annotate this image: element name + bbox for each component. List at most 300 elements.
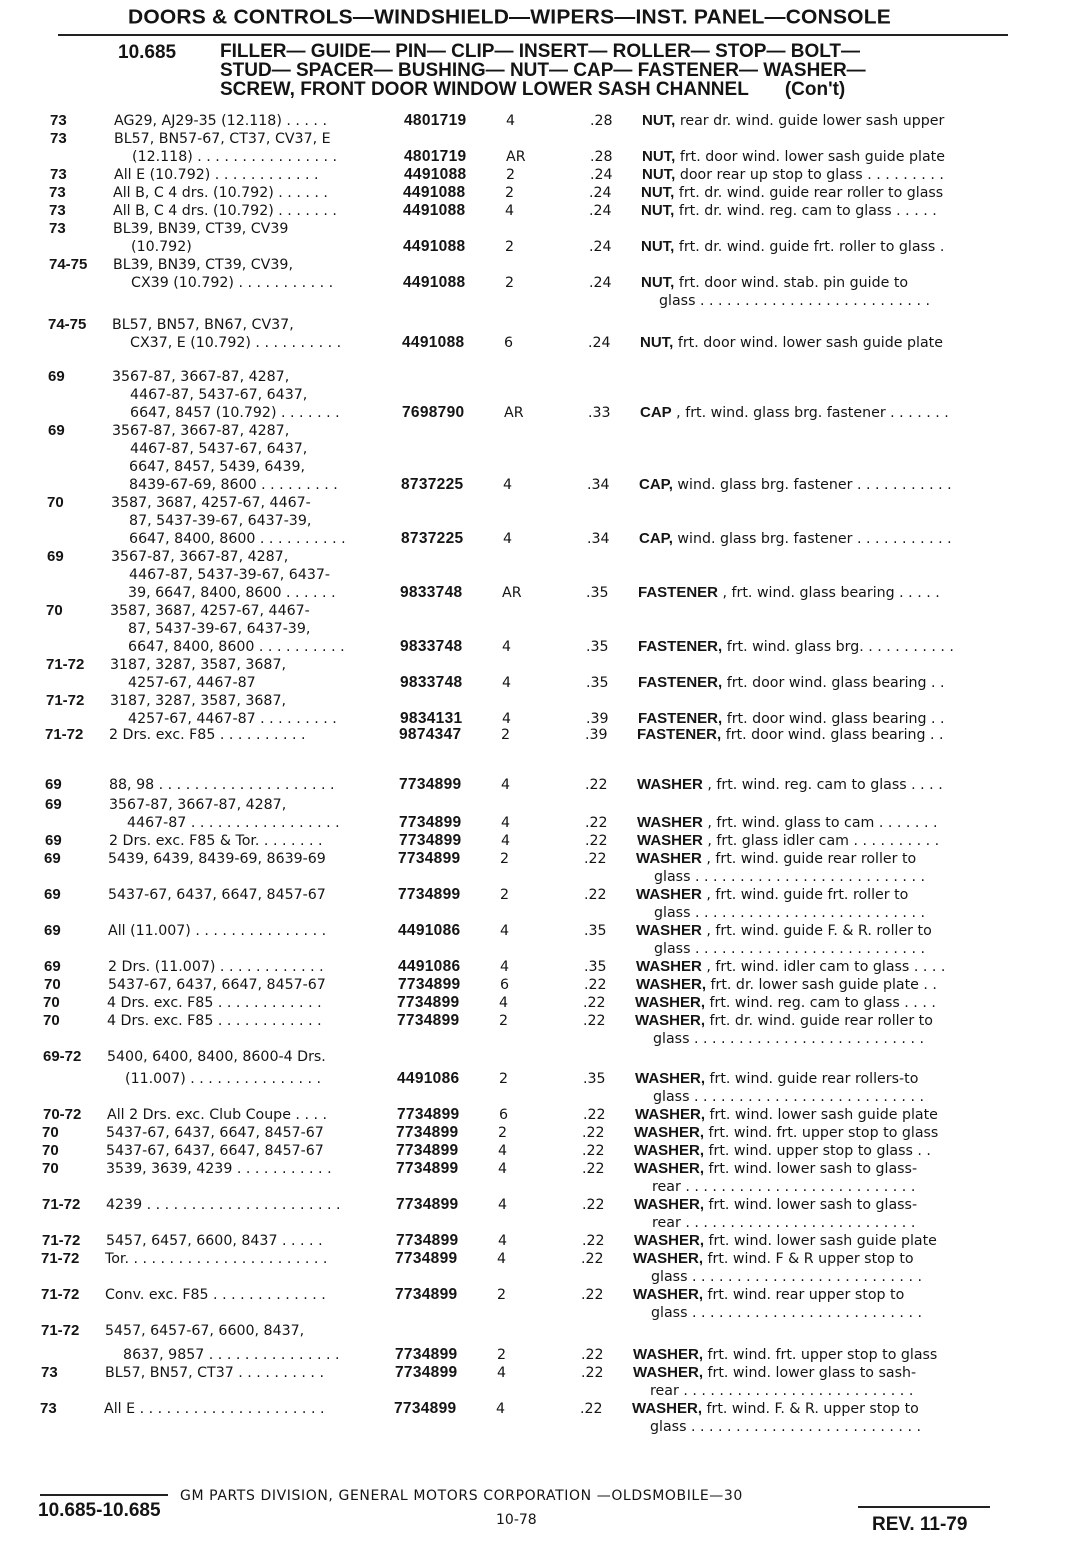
- part-description: [636, 904, 925, 923]
- model-year: 70: [43, 1012, 60, 1029]
- part-name: FASTENER,: [638, 638, 723, 655]
- part-name: WASHER: [636, 958, 702, 975]
- part-name: WASHER,: [635, 1070, 706, 1087]
- price: .24: [589, 203, 612, 219]
- application: 4467-87, 5437-39-67, 6437-: [111, 567, 331, 583]
- part-description: [633, 1346, 937, 1365]
- part-description-text: , frt. wind. glass bearing . . . . .: [718, 585, 940, 601]
- model-year: 69: [45, 776, 62, 793]
- application: 6647, 8400, 8600 . . . . . . . . . .: [110, 639, 345, 655]
- part-description-text: rear . . . . . . . . . . . . . . . . . . . . . . . . . .: [634, 1179, 916, 1195]
- application: 5400, 6400, 8400, 8600-4 Drs.: [107, 1049, 326, 1065]
- part-description-text: frt. dr. wind. guide rear roller to glass: [674, 185, 944, 201]
- part-description-text: rear . . . . . . . . . . . . . . . . . . . . . . . . . .: [632, 1383, 914, 1399]
- model-year: 69: [44, 958, 61, 975]
- price: .22: [585, 815, 608, 831]
- part-description: [636, 868, 925, 887]
- price: .24: [590, 167, 613, 183]
- part-description: [637, 776, 943, 795]
- model-year: 71-72: [45, 726, 84, 743]
- model-year: 73: [49, 184, 66, 201]
- part-description-text: rear . . . . . . . . . . . . . . . . . . . . . . . . . .: [634, 1215, 916, 1231]
- part-name: NUT,: [642, 112, 676, 129]
- part-description: [634, 1178, 915, 1197]
- application: (11.007) . . . . . . . . . . . . . . .: [107, 1071, 322, 1087]
- part-number: 7734899: [399, 832, 462, 849]
- part-name: NUT,: [641, 202, 675, 219]
- quantity: AR: [502, 585, 522, 601]
- model-year: 71-72: [41, 1322, 80, 1339]
- application: 6647, 8400, 8600 . . . . . . . . . .: [111, 531, 346, 547]
- quantity: 4: [502, 675, 512, 691]
- part-name: WASHER,: [634, 1160, 705, 1177]
- application: 5437-67, 6437, 6647, 8457-67: [106, 1143, 324, 1159]
- part-number: 7698790: [402, 404, 465, 421]
- application: 5457, 6457, 6600, 8437 . . . . .: [106, 1233, 323, 1249]
- part-description-text: frt. wind. lower sash guide plate: [704, 1233, 937, 1249]
- part-description-text: frt. wind. lower sash to glass-: [704, 1161, 918, 1177]
- part-number: 9833748: [400, 638, 463, 655]
- footer-rule-right: [858, 1506, 990, 1508]
- section-heading-line-2: STUD— SPACER— BUSHING— NUT— CAP— FASTENER— WASHER—: [220, 60, 866, 81]
- continued-label: (Con't): [784, 79, 846, 100]
- price: .22: [583, 1107, 606, 1123]
- application: Tor. . . . . . . . . . . . . . . . . . . . . . .: [105, 1251, 328, 1267]
- application: (10.792): [113, 239, 192, 255]
- application: All E . . . . . . . . . . . . . . . . . . . . .: [104, 1401, 325, 1417]
- price: .22: [582, 1233, 605, 1249]
- part-description: [633, 1250, 914, 1269]
- model-year: 71-72: [41, 1250, 80, 1267]
- application: 2 Drs. exc. F85 & Tor. . . . . . . .: [109, 833, 323, 849]
- part-name: WASHER,: [633, 1286, 704, 1303]
- application: 87, 5437-39-67, 6437-39,: [111, 513, 312, 529]
- part-description: [635, 1012, 933, 1031]
- part-description-text: frt. door wind. lower sash guide plate: [673, 335, 943, 351]
- part-description-text: frt. wind. lower sash to glass-: [704, 1197, 918, 1213]
- price: .22: [584, 851, 607, 867]
- part-description: [638, 584, 940, 603]
- application: All B, C 4 drs. (10.792) . . . . . .: [113, 185, 328, 201]
- part-description: [639, 530, 952, 549]
- model-year: 74-75: [49, 256, 88, 273]
- part-name: FASTENER,: [638, 710, 723, 727]
- quantity: 4: [502, 639, 512, 655]
- quantity: 4: [501, 777, 511, 793]
- model-year: 71-72: [46, 692, 85, 709]
- section-heading-line-3-text: SCREW, FRONT DOOR WINDOW LOWER SASH CHANNEL: [220, 79, 749, 100]
- quantity: 2: [505, 275, 515, 291]
- part-description: [634, 1142, 931, 1161]
- part-description-text: frt. wind. reg. cam to glass . . . .: [705, 995, 936, 1011]
- application: 87, 5437-39-67, 6437-39,: [110, 621, 311, 637]
- part-description: [636, 976, 937, 995]
- part-number: 4491086: [398, 922, 461, 939]
- application: 3587, 3687, 4257-67, 4467-: [111, 495, 311, 511]
- application: 39, 6647, 8400, 8600 . . . . . .: [110, 585, 336, 601]
- quantity: 4: [498, 1143, 508, 1159]
- model-year: 71-72: [42, 1196, 81, 1213]
- part-number: 9834131: [400, 710, 463, 727]
- part-name: WASHER,: [635, 1012, 706, 1029]
- application: 5437-67, 6437, 6647, 8457-67: [108, 887, 326, 903]
- part-description: [634, 1232, 937, 1251]
- model-year: 70: [44, 976, 61, 993]
- model-year: 70: [47, 494, 64, 511]
- part-name: WASHER: [637, 832, 703, 849]
- part-name: WASHER,: [634, 1232, 705, 1249]
- part-number: 4491086: [397, 1070, 460, 1087]
- model-year: 73: [40, 1400, 57, 1417]
- application: BL57, BN57, CT37 . . . . . . . . . .: [105, 1365, 324, 1381]
- part-description-text: , frt. wind. guide rear roller to: [701, 851, 917, 867]
- price: .22: [582, 1125, 605, 1141]
- price: .24: [588, 335, 611, 351]
- part-number: 4491088: [404, 166, 467, 183]
- part-description: [636, 850, 916, 869]
- model-year: 70-72: [43, 1106, 82, 1123]
- quantity: 2: [501, 727, 511, 743]
- part-number: 7734899: [396, 1160, 459, 1177]
- model-year: 71-72: [41, 1286, 80, 1303]
- part-name: FASTENER,: [638, 674, 723, 691]
- part-description-text: glass . . . . . . . . . . . . . . . . . . . . . . . . . .: [635, 1031, 924, 1047]
- part-name: WASHER,: [633, 1364, 704, 1381]
- part-name: FASTENER: [638, 584, 719, 601]
- part-number: 7734899: [396, 1196, 459, 1213]
- part-number: 7734899: [397, 994, 460, 1011]
- quantity: 6: [500, 977, 510, 993]
- part-number: 4491088: [403, 184, 466, 201]
- quantity: 2: [500, 851, 510, 867]
- price: .22: [582, 1143, 605, 1159]
- price: .22: [585, 777, 608, 793]
- part-description-text: , frt. wind. idler cam to glass . . . .: [701, 959, 946, 975]
- part-description: [641, 292, 930, 311]
- part-description-text: frt. door wind. glass bearing . .: [722, 675, 945, 691]
- model-year: 70: [42, 1124, 59, 1141]
- application: CX39 (10.792) . . . . . . . . . . .: [113, 275, 334, 291]
- model-year: 69: [47, 548, 64, 565]
- model-year: 73: [50, 130, 67, 147]
- model-year: 69: [44, 922, 61, 939]
- part-description-text: frt. wind. lower sash guide plate: [705, 1107, 938, 1123]
- price: .24: [589, 239, 612, 255]
- part-description-text: frt. wind. frt. upper stop to glass: [704, 1125, 939, 1141]
- model-year: 73: [49, 220, 66, 237]
- part-number: 7734899: [399, 814, 462, 831]
- part-description: [632, 1400, 919, 1419]
- part-description-text: , frt. wind. guide frt. roller to: [701, 887, 909, 903]
- application: (12.118) . . . . . . . . . . . . . . . .: [114, 149, 338, 165]
- quantity: 2: [498, 1125, 508, 1141]
- application: 5457, 6457-67, 6600, 8437,: [105, 1323, 305, 1339]
- quantity: 2: [499, 1071, 509, 1087]
- quantity: 2: [506, 167, 516, 183]
- part-number: 7734899: [398, 976, 461, 993]
- application: 8439-67-69, 8600 . . . . . . . . .: [111, 477, 338, 493]
- part-number: 7734899: [399, 776, 462, 793]
- footer-section-range: 10.685-10.685: [38, 1500, 161, 1521]
- part-description: [633, 1304, 922, 1323]
- quantity: 4: [497, 1251, 507, 1267]
- price: .39: [585, 727, 608, 743]
- part-name: WASHER,: [634, 1196, 705, 1213]
- price: .28: [590, 113, 613, 129]
- part-number: 4491088: [402, 334, 465, 351]
- application: 2 Drs. (11.007) . . . . . . . . . . . .: [108, 959, 324, 975]
- part-number: 9833748: [400, 584, 463, 601]
- part-description: [634, 1160, 917, 1179]
- price: .22: [583, 995, 606, 1011]
- part-description-text: frt. dr. wind. guide rear roller to: [705, 1013, 933, 1029]
- part-description: [641, 238, 944, 257]
- part-number: 7734899: [397, 1106, 460, 1123]
- price: .35: [586, 675, 609, 691]
- application: 4239 . . . . . . . . . . . . . . . . . . . . . .: [106, 1197, 341, 1213]
- model-year: 70: [42, 1142, 59, 1159]
- price: .22: [585, 833, 608, 849]
- part-description: [637, 726, 944, 745]
- part-number: 7734899: [398, 886, 461, 903]
- part-description-text: , frt. glass idler cam . . . . . . . . . .: [702, 833, 940, 849]
- part-number: 7734899: [397, 1012, 460, 1029]
- part-description: [636, 922, 932, 941]
- part-description-text: frt. dr. wind. reg. cam to glass . . . . .: [674, 203, 937, 219]
- part-description-text: frt. wind. glass brg. . . . . . . . . . .: [722, 639, 954, 655]
- quantity: 2: [499, 1013, 509, 1029]
- footer-rule-left: [40, 1494, 168, 1496]
- part-number: 9874347: [399, 726, 462, 743]
- part-description: [640, 404, 949, 423]
- part-description: [634, 1124, 938, 1143]
- application: All E (10.792) . . . . . . . . . . . .: [114, 167, 319, 183]
- price: .33: [588, 405, 611, 421]
- part-description: [634, 1214, 915, 1233]
- part-description-text: , frt. wind. guide F. & R. roller to: [701, 923, 932, 939]
- application: CX37, E (10.792) . . . . . . . . . .: [112, 335, 342, 351]
- part-name: CAP,: [639, 476, 673, 493]
- model-year: 70: [42, 1160, 59, 1177]
- part-description: [639, 476, 952, 495]
- application: 3187, 3287, 3587, 3687,: [110, 657, 286, 673]
- application: 4 Drs. exc. F85 . . . . . . . . . . . .: [107, 1013, 322, 1029]
- part-description-text: frt. wind. lower glass to sash-: [703, 1365, 917, 1381]
- part-description-text: glass . . . . . . . . . . . . . . . . . . . . . . . . . .: [636, 905, 925, 921]
- part-description-text: frt. dr. lower sash guide plate . .: [706, 977, 937, 993]
- application: BL57, BN57-67, CT37, CV37, E: [114, 131, 331, 147]
- price: .24: [589, 275, 612, 291]
- application: 88, 98 . . . . . . . . . . . . . . . . . . . .: [109, 777, 335, 793]
- part-number: 4801719: [404, 112, 467, 129]
- quantity: 2: [497, 1287, 507, 1303]
- part-description: [633, 1268, 922, 1287]
- application: 3567-87, 3667-87, 4287,: [112, 369, 290, 385]
- part-number: 7734899: [395, 1250, 458, 1267]
- application: 4467-87 . . . . . . . . . . . . . . . . .: [109, 815, 340, 831]
- quantity: 4: [502, 711, 512, 727]
- price: .22: [581, 1251, 604, 1267]
- part-description: [636, 958, 945, 977]
- model-year: 69: [48, 422, 65, 439]
- footer-revision: REV. 11-79: [872, 1514, 968, 1535]
- part-name: WASHER,: [636, 976, 707, 993]
- section-heading-line-1: FILLER— GUIDE— PIN— CLIP— INSERT— ROLLER— STOP— BOLT—: [220, 41, 861, 62]
- part-description-text: frt. door wind. lower sash guide plate: [675, 149, 945, 165]
- part-description: [642, 148, 945, 167]
- part-description: [635, 994, 936, 1013]
- part-description-text: frt. wind. guide rear rollers-to: [705, 1071, 919, 1087]
- part-number: 7734899: [396, 1142, 459, 1159]
- price: .28: [590, 149, 613, 165]
- price: .35: [586, 639, 609, 655]
- model-year: 69: [44, 850, 61, 867]
- part-number: 4491088: [403, 202, 466, 219]
- price: .39: [586, 711, 609, 727]
- part-name: WASHER: [637, 814, 703, 831]
- part-name: WASHER,: [635, 994, 706, 1011]
- model-year: 73: [49, 202, 66, 219]
- price: .22: [582, 1197, 605, 1213]
- model-year: 73: [50, 112, 67, 129]
- price: .35: [584, 959, 607, 975]
- part-name: NUT,: [641, 274, 675, 291]
- application: 3567-87, 3667-87, 4287,: [112, 423, 290, 439]
- model-year: 69: [44, 886, 61, 903]
- part-description: [633, 1286, 904, 1305]
- part-description-text: frt. wind. rear upper stop to: [703, 1287, 905, 1303]
- part-name: WASHER: [636, 886, 702, 903]
- part-description-text: , frt. wind. glass to cam . . . . . . .: [702, 815, 938, 831]
- part-name: WASHER,: [634, 1124, 705, 1141]
- part-name: CAP,: [639, 530, 673, 547]
- quantity: 2: [500, 887, 510, 903]
- quantity: 2: [497, 1347, 507, 1363]
- part-description-text: door rear up stop to glass . . . . . . . . .: [675, 167, 944, 183]
- part-description: [641, 202, 937, 221]
- part-description: [641, 274, 908, 293]
- model-year: 69: [45, 832, 62, 849]
- section-number: 10.685: [118, 42, 177, 63]
- application: 3567-87, 3667-87, 4287,: [109, 797, 287, 813]
- price: .24: [589, 185, 612, 201]
- application: BL57, BN57, BN67, CV37,: [112, 317, 294, 333]
- application: 4467-87, 5437-67, 6437,: [112, 441, 308, 457]
- part-number: 7734899: [395, 1364, 458, 1381]
- part-name: NUT,: [640, 334, 674, 351]
- quantity: 4: [499, 995, 509, 1011]
- price: .35: [583, 1071, 606, 1087]
- quantity: AR: [506, 149, 526, 165]
- price: .22: [581, 1365, 604, 1381]
- price: .22: [583, 1013, 606, 1029]
- price: .22: [581, 1287, 604, 1303]
- part-name: WASHER,: [633, 1346, 704, 1363]
- part-number: 7734899: [395, 1286, 458, 1303]
- part-name: NUT,: [641, 238, 675, 255]
- part-description-text: glass . . . . . . . . . . . . . . . . . . . . . . . . . .: [636, 869, 925, 885]
- application: 5439, 6439, 8439-69, 8639-69: [108, 851, 326, 867]
- price: .34: [587, 531, 610, 547]
- application: 6647, 8457, 5439, 6439,: [111, 459, 306, 475]
- application: 4257-67, 4467-87: [110, 675, 256, 691]
- quantity: 4: [500, 923, 510, 939]
- part-name: WASHER,: [634, 1142, 705, 1159]
- part-description-text: glass . . . . . . . . . . . . . . . . . . . . . . . . . .: [636, 941, 925, 957]
- part-number: 8737225: [401, 476, 464, 493]
- quantity: 2: [505, 239, 515, 255]
- part-name: NUT,: [642, 148, 676, 165]
- part-description: [638, 674, 945, 693]
- quantity: 4: [500, 959, 510, 975]
- application: 3567-87, 3667-87, 4287,: [111, 549, 289, 565]
- part-number: 8737225: [401, 530, 464, 547]
- application: 3539, 3639, 4239 . . . . . . . . . . .: [106, 1161, 332, 1177]
- part-number: 4491088: [403, 274, 466, 291]
- part-description-text: frt. door wind. glass bearing . .: [721, 727, 944, 743]
- part-description-text: frt. door wind. glass bearing . .: [722, 711, 945, 727]
- part-number: 7734899: [396, 1232, 459, 1249]
- part-name: WASHER: [637, 776, 703, 793]
- part-description-text: wind. glass brg. fastener . . . . . . . . . . .: [672, 531, 952, 547]
- quantity: AR: [504, 405, 524, 421]
- part-number: 4491086: [398, 958, 461, 975]
- part-description: [633, 1364, 916, 1383]
- part-description-text: frt. door wind. stab. pin guide to: [674, 275, 909, 291]
- part-name: WASHER,: [633, 1250, 704, 1267]
- part-name: NUT,: [642, 166, 676, 183]
- quantity: 6: [499, 1107, 509, 1123]
- part-name: WASHER,: [635, 1106, 706, 1123]
- model-year: 73: [50, 166, 67, 183]
- quantity: 4: [501, 815, 511, 831]
- part-number: 7734899: [394, 1400, 457, 1417]
- part-description-text: frt. wind. F. & R. upper stop to: [702, 1401, 919, 1417]
- part-description-text: frt. dr. wind. guide frt. roller to glass .: [674, 239, 945, 255]
- part-description: [635, 1070, 918, 1089]
- part-number: 7734899: [398, 850, 461, 867]
- application: All 2 Drs. exc. Club Coupe . . . .: [107, 1107, 327, 1123]
- part-description: [640, 334, 943, 353]
- application: 8637, 9857 . . . . . . . . . . . . . . .: [105, 1347, 340, 1363]
- part-description: [642, 112, 944, 131]
- part-name: CAP: [640, 404, 672, 421]
- model-year: 73: [41, 1364, 58, 1381]
- price: .22: [580, 1401, 603, 1417]
- part-name: WASHER: [636, 850, 702, 867]
- price: .22: [584, 977, 607, 993]
- part-description-text: frt. wind. upper stop to glass . .: [704, 1143, 931, 1159]
- part-description-text: glass . . . . . . . . . . . . . . . . . . . . . . . . . .: [632, 1419, 921, 1435]
- price: .35: [584, 923, 607, 939]
- quantity: 6: [504, 335, 514, 351]
- price: .22: [584, 887, 607, 903]
- part-number: 7734899: [396, 1124, 459, 1141]
- footer-division: GM PARTS DIVISION, GENERAL MOTORS CORPORATION —OLDSMOBILE—30: [180, 1488, 743, 1504]
- part-number: 4801719: [404, 148, 467, 165]
- footer-page-number: 10-78: [496, 1512, 537, 1528]
- part-description: [636, 940, 925, 959]
- part-description-text: rear dr. wind. guide lower sash upper: [675, 113, 945, 129]
- part-number: 7734899: [395, 1346, 458, 1363]
- price: .22: [582, 1161, 605, 1177]
- part-description: [635, 1030, 924, 1049]
- part-description: [634, 1196, 917, 1215]
- application: 2 Drs. exc. F85 . . . . . . . . . .: [109, 727, 306, 743]
- quantity: 4: [498, 1233, 508, 1249]
- application: BL39, BN39, CT39, CV39: [113, 221, 289, 237]
- price: .35: [586, 585, 609, 601]
